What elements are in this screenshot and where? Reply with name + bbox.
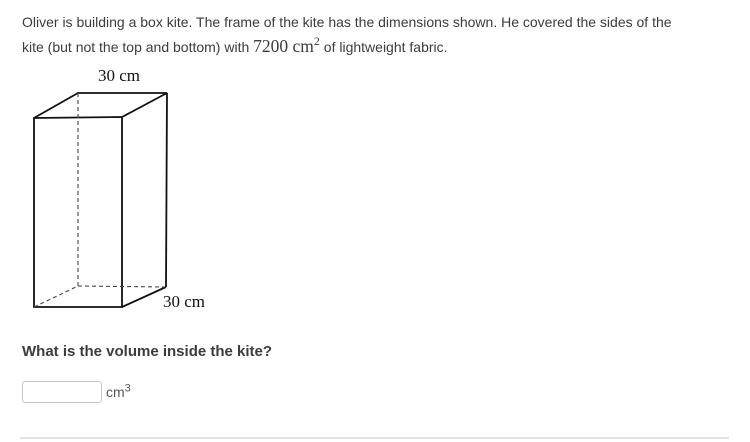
rectangular-prism-drawing [22,63,252,315]
answer-unit: cm [106,384,125,400]
math-exponent: 2 [313,34,320,49]
section-divider [20,437,729,439]
prism-hidden-edges [34,93,166,307]
problem-line2-after-math: of lightweight fabric. [319,39,448,55]
answer-row [22,381,728,403]
box-kite-figure [22,63,252,315]
problem-line1: Oliver is building a box kite. The frame of the kite has the dimensions shown. He covered the sides of the [22,14,672,30]
math-number: 7200 [253,36,289,56]
dimension-label-bottom: 30 cm [163,292,206,311]
problem-line2-before-math: kite (but not the top and bottom) with [22,39,254,55]
dimension-label-top: 30 cm [98,66,141,85]
question-text: What is the volume inside the kite? [22,343,273,360]
prism-solid-edges [34,93,167,307]
answer-input[interactable] [22,381,102,403]
math-unit: cm [292,36,314,56]
problem-statement [22,10,728,59]
answer-unit-exponent: 3 [124,382,131,395]
answer-unit-label [106,384,131,400]
math-area-value [253,36,320,56]
